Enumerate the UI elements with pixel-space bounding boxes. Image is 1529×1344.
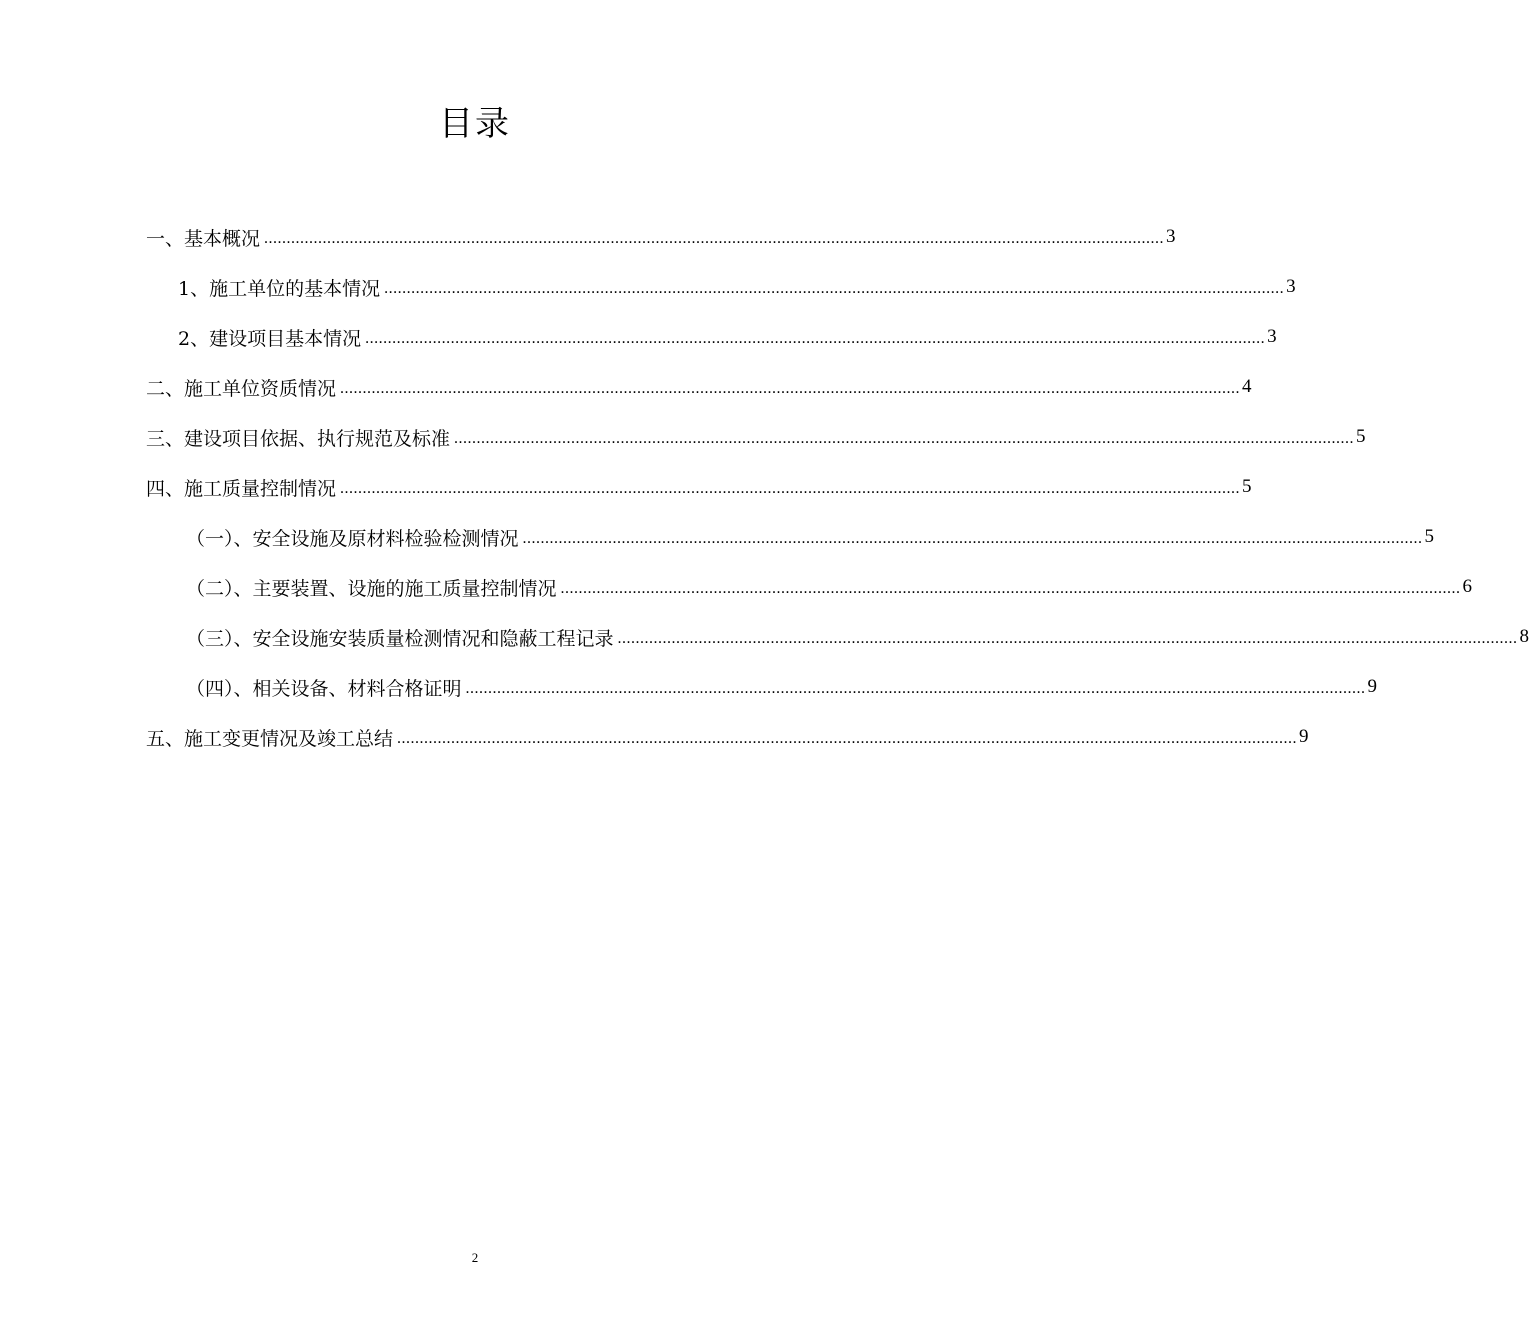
toc-entry-contractor-info[interactable] xyxy=(146,262,1296,312)
page-title: 目录 xyxy=(439,104,511,144)
toc-entry-label: （一）、安全设施及原材料检验检测情况 xyxy=(186,527,519,550)
toc-entry-page: 5 xyxy=(1242,476,1252,497)
toc-dot-leader: ........................................................................................................................................................................................................ xyxy=(465,680,1366,697)
toc-entry-label: （二）、主要装置、设施的施工质量控制情况 xyxy=(186,577,557,600)
toc-entry-label: 二、施工单位资质情况 xyxy=(146,377,337,400)
toc-dot-leader: ........................................................................................................................................................................................................ xyxy=(340,480,1241,497)
toc-entry-page: 5 xyxy=(1424,526,1435,547)
toc-entry-changes-summary[interactable] xyxy=(146,712,1309,762)
toc-entry-label: （三）、安全设施安装质量检测情况和隐蔽工程记录 xyxy=(186,627,614,650)
toc-entry-label: 2、建设项目基本情况 xyxy=(178,327,362,350)
toc-entry-page: 8 xyxy=(1519,626,1529,647)
toc-dot-leader: ........................................................................................................................................................................................................ xyxy=(384,280,1285,297)
toc-dot-leader: ........................................................................................................................................................................................................ xyxy=(365,330,1266,347)
page-number: 2 xyxy=(471,1250,479,1265)
toc-entry-page: 6 xyxy=(1462,576,1473,597)
toc-dot-leader: ........................................................................................................................................................................................................ xyxy=(560,580,1461,597)
toc-dot-leader: ........................................................................................................................................................................................................ xyxy=(454,430,1355,447)
toc-entry-label: 1、施工单位的基本情况 xyxy=(178,277,381,300)
toc-entry-page: 3 xyxy=(1286,276,1296,297)
toc-entry-certificates[interactable] xyxy=(146,662,1378,712)
toc-entry-page: 9 xyxy=(1367,676,1378,697)
toc-entry-material-inspection[interactable] xyxy=(146,512,1435,562)
toc-entry-page: 3 xyxy=(1267,326,1277,347)
toc-dot-leader: ........................................................................................................................................................................................................ xyxy=(264,230,1165,247)
toc-entry-label: 五、施工变更情况及竣工总结 xyxy=(146,727,394,750)
toc-entry-installation-inspection[interactable] xyxy=(146,612,1529,662)
toc-dot-leader: ........................................................................................................................................................................................................ xyxy=(522,530,1423,547)
toc-entry-page: 4 xyxy=(1242,376,1252,397)
toc-dot-leader: ........................................................................................................................................................................................................ xyxy=(397,730,1298,747)
toc-entry-page: 3 xyxy=(1166,226,1176,247)
toc-entry-facility-quality[interactable] xyxy=(146,562,1473,612)
toc-entry-label: 四、施工质量控制情况 xyxy=(146,477,337,500)
toc-entry-basic-overview[interactable] xyxy=(146,212,1176,262)
table-of-contents xyxy=(146,212,1529,762)
toc-dot-leader: ........................................................................................................................................................................................................ xyxy=(340,380,1241,397)
toc-entry-basis-standards[interactable] xyxy=(146,412,1366,462)
toc-entry-label: 三、建设项目依据、执行规范及标准 xyxy=(146,427,451,450)
toc-entry-label: 一、基本概况 xyxy=(146,227,261,250)
toc-entry-page: 9 xyxy=(1299,726,1309,747)
toc-entry-label: （四）、相关设备、材料合格证明 xyxy=(186,677,462,700)
toc-entry-project-info[interactable] xyxy=(146,312,1277,362)
toc-dot-leader: ........................................................................................................................................................................................................ xyxy=(617,630,1518,647)
toc-entry-qualifications[interactable] xyxy=(146,362,1252,412)
toc-entry-page: 5 xyxy=(1356,426,1366,447)
toc-entry-quality-control[interactable] xyxy=(146,462,1252,512)
